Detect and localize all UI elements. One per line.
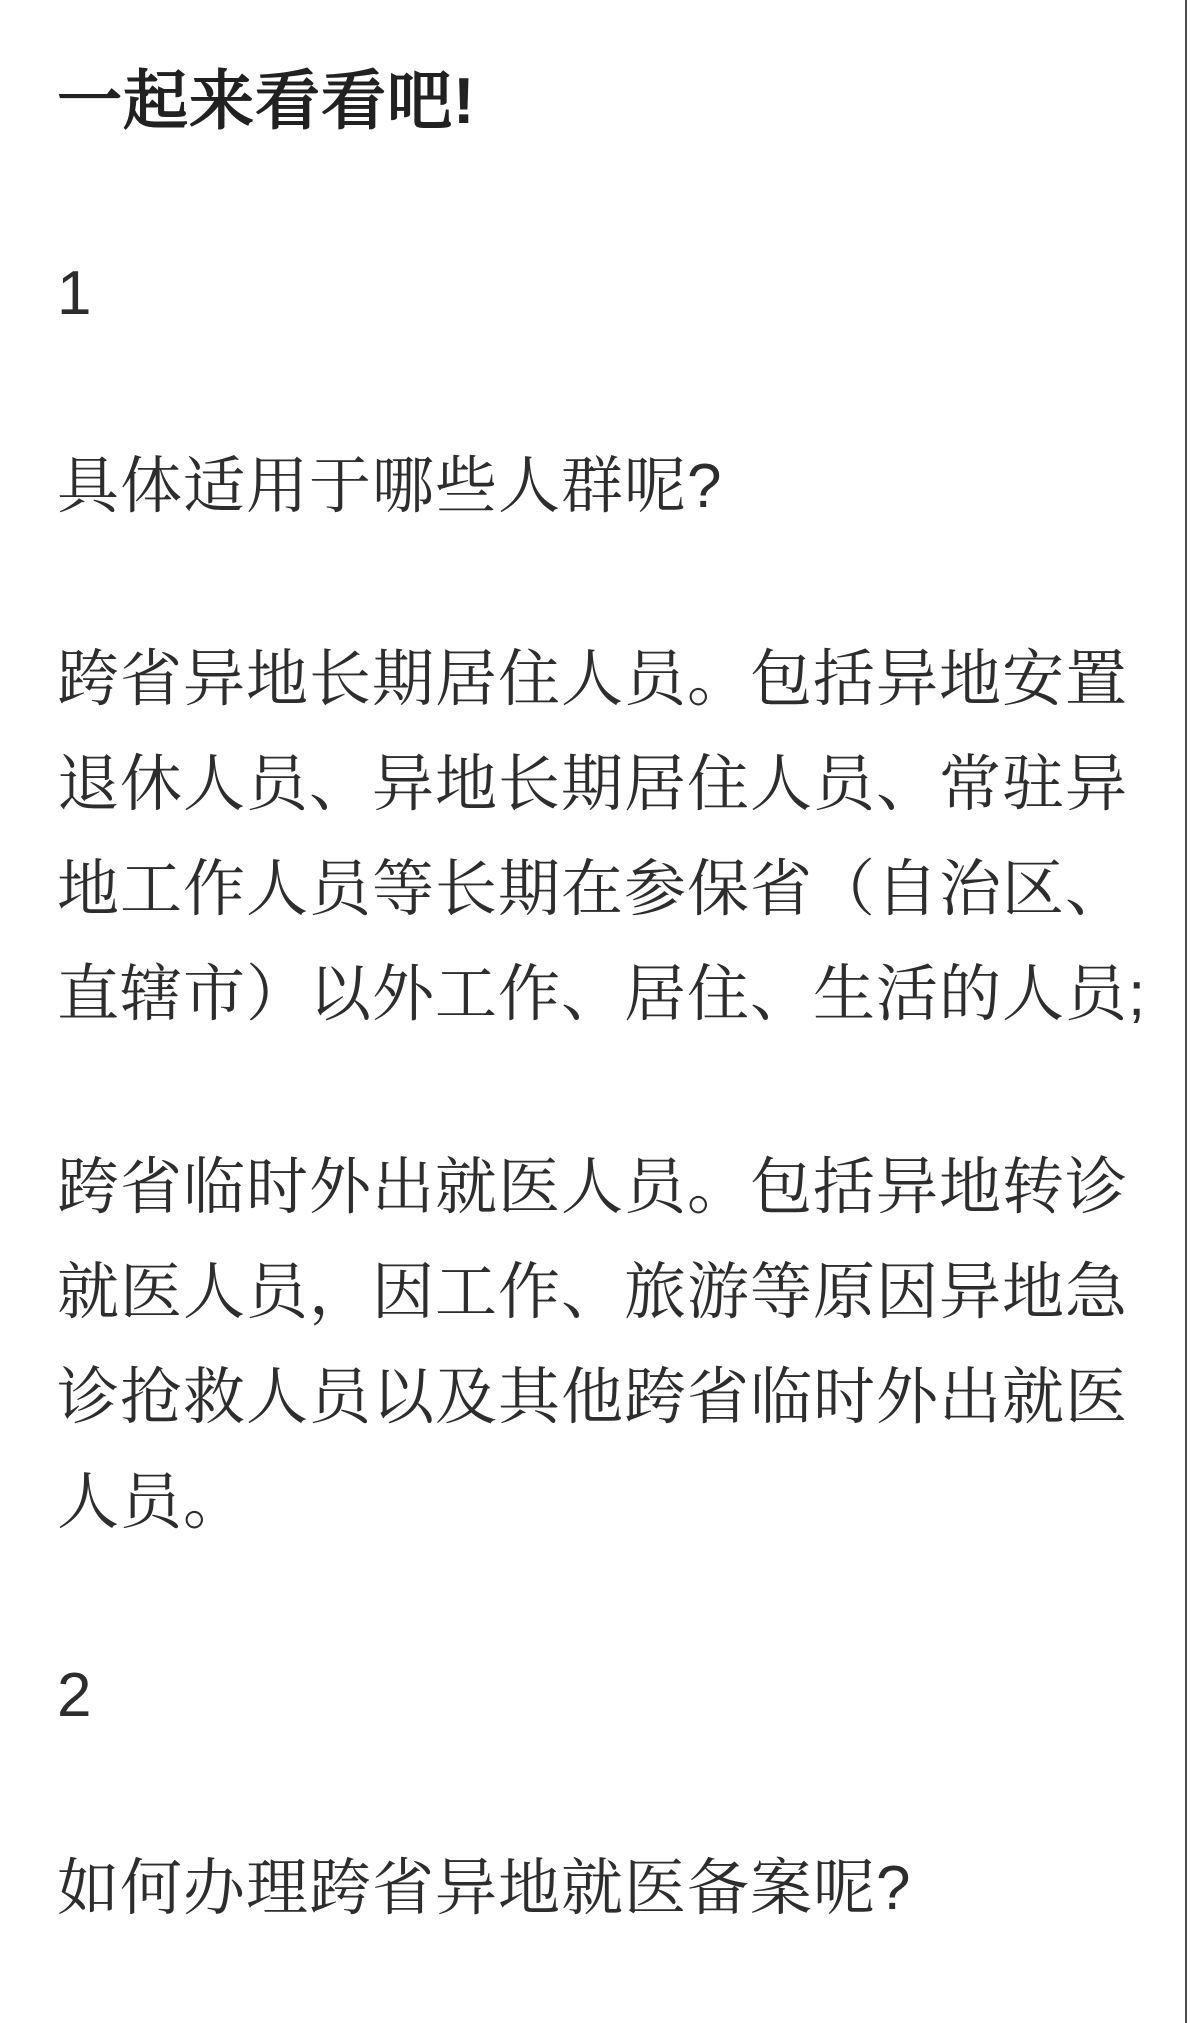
- paragraph-line: 人员。: [57, 1468, 247, 1537]
- page-right-edge-line: [1185, 0, 1187, 2023]
- section-2-number: 2: [57, 1661, 93, 1730]
- paragraph-line: 地工作人员等长期在参保省（自治区、: [57, 855, 1129, 924]
- section-1-question: 具体适用于哪些人群呢?: [57, 452, 723, 521]
- paragraph-line: 诊抢救人员以及其他跨省临时外出就医: [57, 1363, 1129, 1432]
- paragraph-line: 就医人员，因工作、旅游等原因异地急: [57, 1258, 1129, 1327]
- article-heading: 一起来看看吧!: [57, 64, 476, 137]
- paragraph-long-term-residents: [57, 627, 1147, 1047]
- section-2-question: 如何办理跨省异地就医备案呢?: [57, 1854, 912, 1923]
- paragraph-line: 跨省异地长期居住人员。包括异地安置: [57, 645, 1129, 714]
- paragraph-line: 跨省临时外出就医人员。包括异地转诊: [57, 1153, 1129, 1222]
- paragraph-line: 直辖市）以外工作、居住、生活的人员;: [57, 960, 1147, 1029]
- section-1-number: 1: [57, 259, 93, 328]
- paragraph-line: 退休人员、异地长期居住人员、常驻异: [57, 750, 1129, 819]
- paragraph-temporary-medical: [57, 1135, 1140, 1555]
